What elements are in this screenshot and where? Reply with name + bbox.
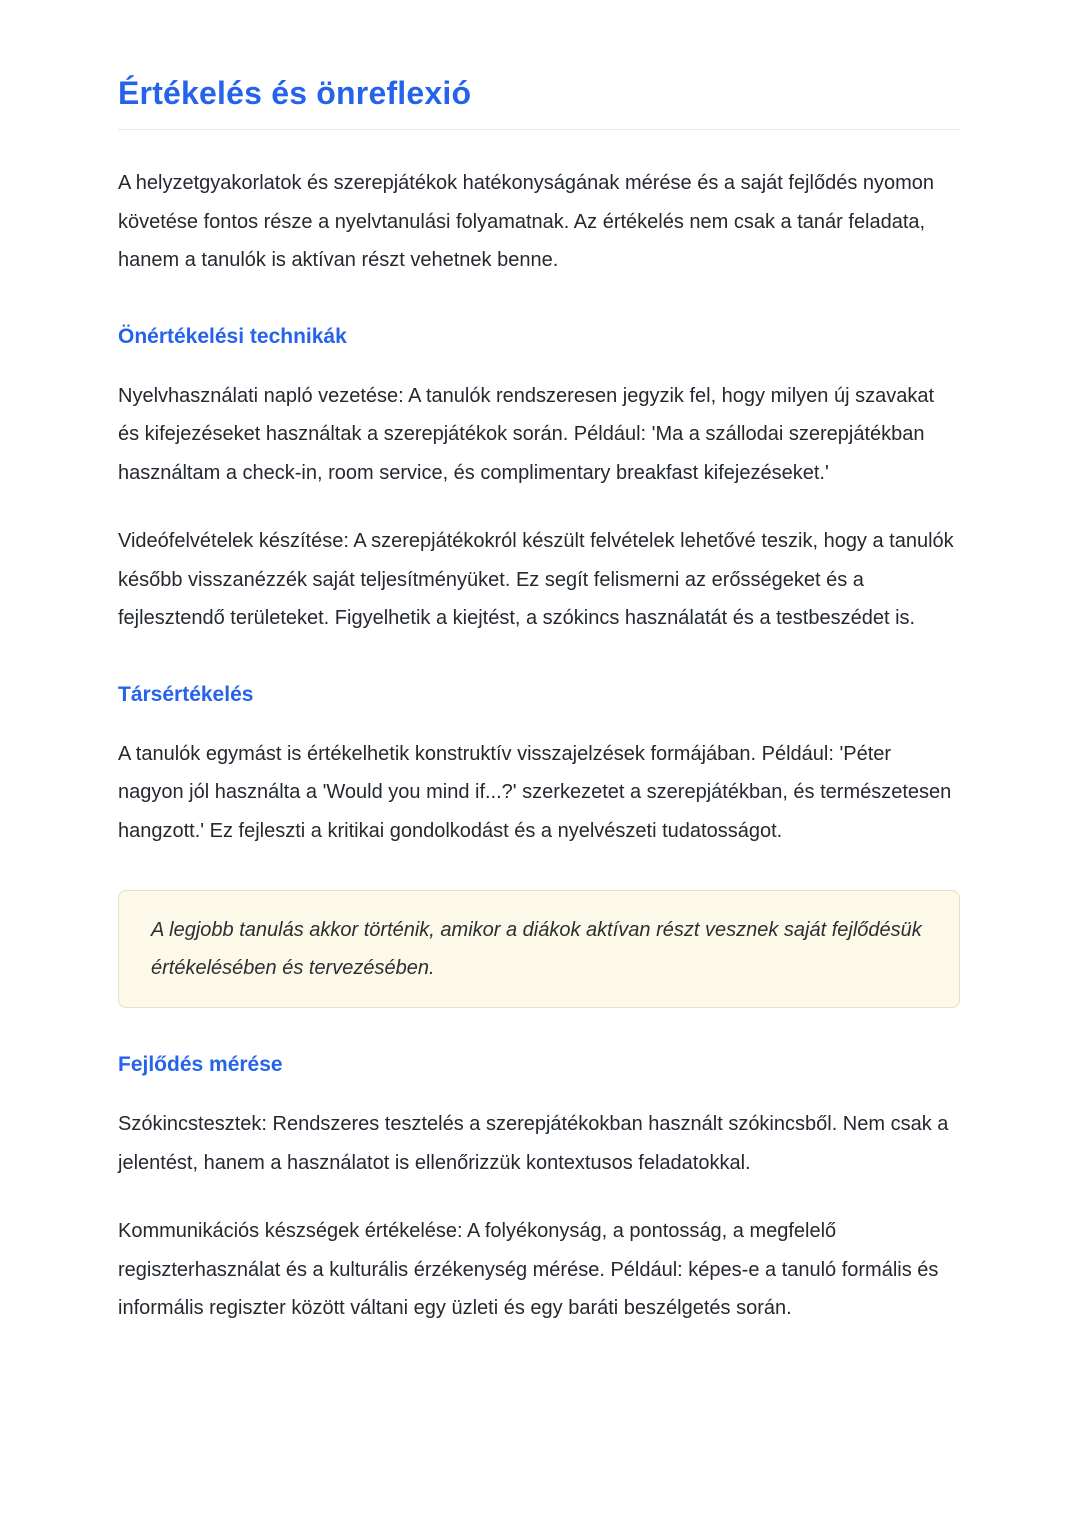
paragraph-language-journal: Nyelvhasználati napló vezetése: A tanulók rendszeresen jegyzik fel, hogy milyen új szavakat és kifejezéseket használtak a szerepjátékok során. Például: 'Ma a szállodai szerepjátékban használtam a check-in, room service, és complimentary breakfast kifejezéseket.' bbox=[118, 384, 935, 484]
paragraph-video-recordings: Videófelvételek készítése: A szerepjátékokról készült felvételek lehetővé teszik, hogy a tanulók később visszanézzék saját teljesítményüket. Ez segít felismerni az erősségeket és a fejlesztendő területeket. Figyelhetik a kiejtést, a szókincs használatát és a testbeszédet is. bbox=[118, 530, 954, 629]
section-heading-fejlodes-merese: Fejlődés mérése bbox=[118, 1053, 283, 1076]
paragraph-peer-evaluation: A tanulók egymást is értékelhetik konstruktív visszajelzések formájában. Például: 'Péter nagyon jól használta a 'Would you mind if...?' szerkezetet a szerepjátékban, és természetesen hangzott.' Ez fejleszti a kritikai gondolkodást és a nyelvészeti tudatosságot. bbox=[118, 742, 952, 842]
page-title: Értékelés és önreflexió bbox=[118, 75, 472, 111]
section-heading-onertekelesi-technikak: Önértékelési technikák bbox=[118, 324, 347, 348]
quote-callout-box bbox=[118, 890, 960, 1008]
quote-text: A legjobb tanulás akkor történik, amikor a diákok aktívan részt vesznek saját fejlődésük értékelésében és tervezésében. bbox=[151, 919, 922, 979]
title-divider bbox=[118, 129, 960, 130]
section-heading-tarsertekeles: Társértékelés bbox=[118, 682, 254, 706]
paragraph-communication-skills: Kommunikációs készségek értékelése: A folyékonyság, a pontosság, a megfelelő regiszterhasználat és a kulturális érzékenység mérése. Például: képes-e a tanuló formális és informális regiszter között váltani egy üzleti és egy baráti beszélgetés során. bbox=[118, 1220, 939, 1319]
intro-paragraph: A helyzetgyakorlatok és szerepjátékok hatékonyságának mérése és a saját fejlődés nyomon követése fontos része a nyelvtanulási folyamatnak. Az értékelés nem csak a tanár feladata, hanem a tanulók is aktívan részt vehetnek benne. bbox=[118, 172, 935, 271]
paragraph-vocabulary-tests: Szókincstesztek: Rendszeres tesztelés a szerepjátékokban használt szókincsből. Nem csak a jelentést, hanem a használatot is ellenőrizzük kontextusos feladatokkal. bbox=[118, 1113, 949, 1174]
